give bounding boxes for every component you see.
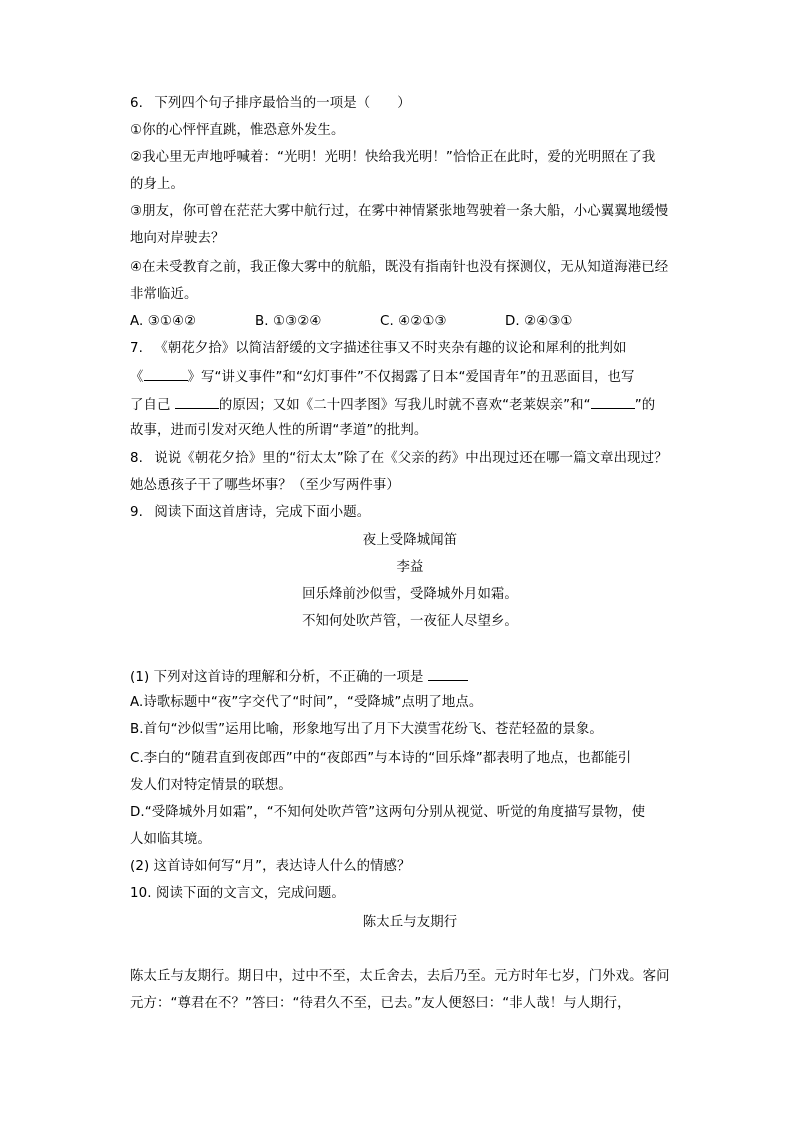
- q7-blank-3[interactable]: [591, 394, 635, 409]
- q6-stem: [130, 94, 710, 114]
- q9-number: 9.: [130, 505, 143, 520]
- q9-stem-text: 阅读下面这首唐诗，完成下面小题。: [154, 505, 371, 520]
- q7-line-2: [130, 366, 710, 388]
- q7-line-3-start: 了自己: [130, 398, 175, 413]
- q6-sentence-2b: 的身上。: [130, 177, 184, 192]
- passage-title: 陈太丘与友期行: [362, 915, 458, 930]
- q8-line-1-text: 说说《朝花夕拾》里的“衍太太”除了在《父亲的药》中出现过还在哪一篇文章出现过？: [154, 451, 668, 466]
- q6-option-d: D. ②④③①: [505, 314, 573, 329]
- q7-line-1: [130, 339, 710, 359]
- q9-option-a: A.诗歌标题中“夜”字交代了“时间”，“受降城”点明了地点。: [130, 695, 483, 710]
- poem-line-2: 不知何处吹芦管，一夜征人尽望乡。: [302, 614, 518, 629]
- q6-options: [130, 312, 710, 332]
- q6-option-b: B. ①③②④: [255, 314, 322, 329]
- q9-option-b: B.首句“沙似雪”运用比喻，形象地写出了月下大漠雪花纷飞、苍茫轻盈的景象。: [130, 722, 603, 737]
- q10-number: 10.: [130, 886, 152, 901]
- q7-line-2-text: 》写“讲义事件”和“幻灯事件”不仅揭露了日本“爱国青年”的丑恶面目，也写: [187, 370, 635, 385]
- q7-line-3-end: ”的: [634, 398, 656, 413]
- q10-stem: [130, 884, 710, 904]
- q9-sub1-blank[interactable]: [428, 666, 468, 681]
- q6-sentence-2a: ②我心里无声地呼喊着：“光明！光明！快给我光明！”恰恰正在此时，爱的光明照在了我: [130, 150, 656, 165]
- q7-line-4: 故事，进而引发对灭绝人性的所谓“孝道”的批判。: [130, 423, 428, 438]
- q6-sentence-1: ①你的心怦怦直跳，惟恐意外发生。: [130, 123, 345, 138]
- q7-blank-1[interactable]: [144, 366, 188, 381]
- q6-sentence-3b: 地向对岸驶去？: [130, 231, 225, 246]
- poem-author: 李益: [396, 560, 424, 575]
- poem-line-1: 回乐烽前沙似雪，受降城外月如霜。: [302, 587, 518, 602]
- q9-sub2: (2) 这首诗如何写“月”，表达诗人什么的情感？: [130, 859, 411, 874]
- q7-line-2-open: 《: [130, 370, 144, 385]
- q9-option-c-1: C.李白的“随君直到夜郎西”中的“夜郎西”与本诗的“回乐烽”都表明了地点，也都能引: [130, 751, 632, 766]
- q9-sub1-text: (1) 下列对这首诗的理解和分析，不正确的一项是: [130, 670, 428, 685]
- q6-sentence-3a: ③朋友，你可曾在茫茫大雾中航行过，在雾中神情紧张地驾驶着一条大船，小心翼翼地缓慢: [130, 204, 669, 219]
- q9-sub1: [130, 666, 710, 688]
- passage-line-1: 陈太丘与友期行。期日中，过中不至，太丘舍去，去后乃至。元方时年七岁，门外戏。客问: [130, 969, 670, 984]
- q9-stem: [130, 503, 710, 523]
- q7-blank-2[interactable]: [175, 394, 219, 409]
- q8-line-2: 她怂恿孩子干了哪些坏事？（至少写两件事）: [130, 478, 400, 493]
- q6-sentence-4a: ④在未受教育之前，我正像大雾中的航船，既没有指南针也没有探测仪，无从知道海港已经: [130, 260, 669, 275]
- poem-title: 夜上受降城闻笛: [362, 533, 458, 548]
- q7-line-3-text: 的原因；又如《二十四孝图》写我儿时就不喜欢“老莱娱亲”和“: [218, 398, 591, 413]
- q9-option-d-1: D.“受降城外月如霜”，“不知何处吹芦管”这两句分别从视觉、听觉的角度描写景物，使: [130, 805, 646, 820]
- q6-option-c: C. ④②①③: [380, 314, 447, 329]
- passage-line-2: 元方：“尊君在不？”答曰：“待君久不至，已去。”友人便怒曰：“非人哉！与人期行，: [130, 996, 631, 1011]
- q6-sentence-4b: 非常临近。: [130, 287, 198, 302]
- q7-line-1-text: 《朝花夕拾》以简洁舒缓的文字描述往事又不时夹杂有趣的议论和犀利的批判如: [154, 341, 627, 356]
- q7-number: 7.: [130, 341, 143, 356]
- q9-option-c-2: 发人们对特定情景的联想。: [130, 778, 292, 793]
- q6-option-a: A. ③①④②: [130, 314, 197, 329]
- q6-number: 6.: [130, 96, 143, 111]
- q8-number: 8.: [130, 451, 143, 466]
- q7-line-3: [130, 394, 710, 416]
- q10-stem-text: 阅读下面的文言文，完成问题。: [155, 886, 345, 901]
- q9-option-d-2: 人如临其境。: [130, 832, 211, 847]
- q8-line-1: [130, 449, 710, 469]
- q6-stem-text: 下列四个句子排序最恰当的一项是（ ）: [154, 96, 411, 111]
